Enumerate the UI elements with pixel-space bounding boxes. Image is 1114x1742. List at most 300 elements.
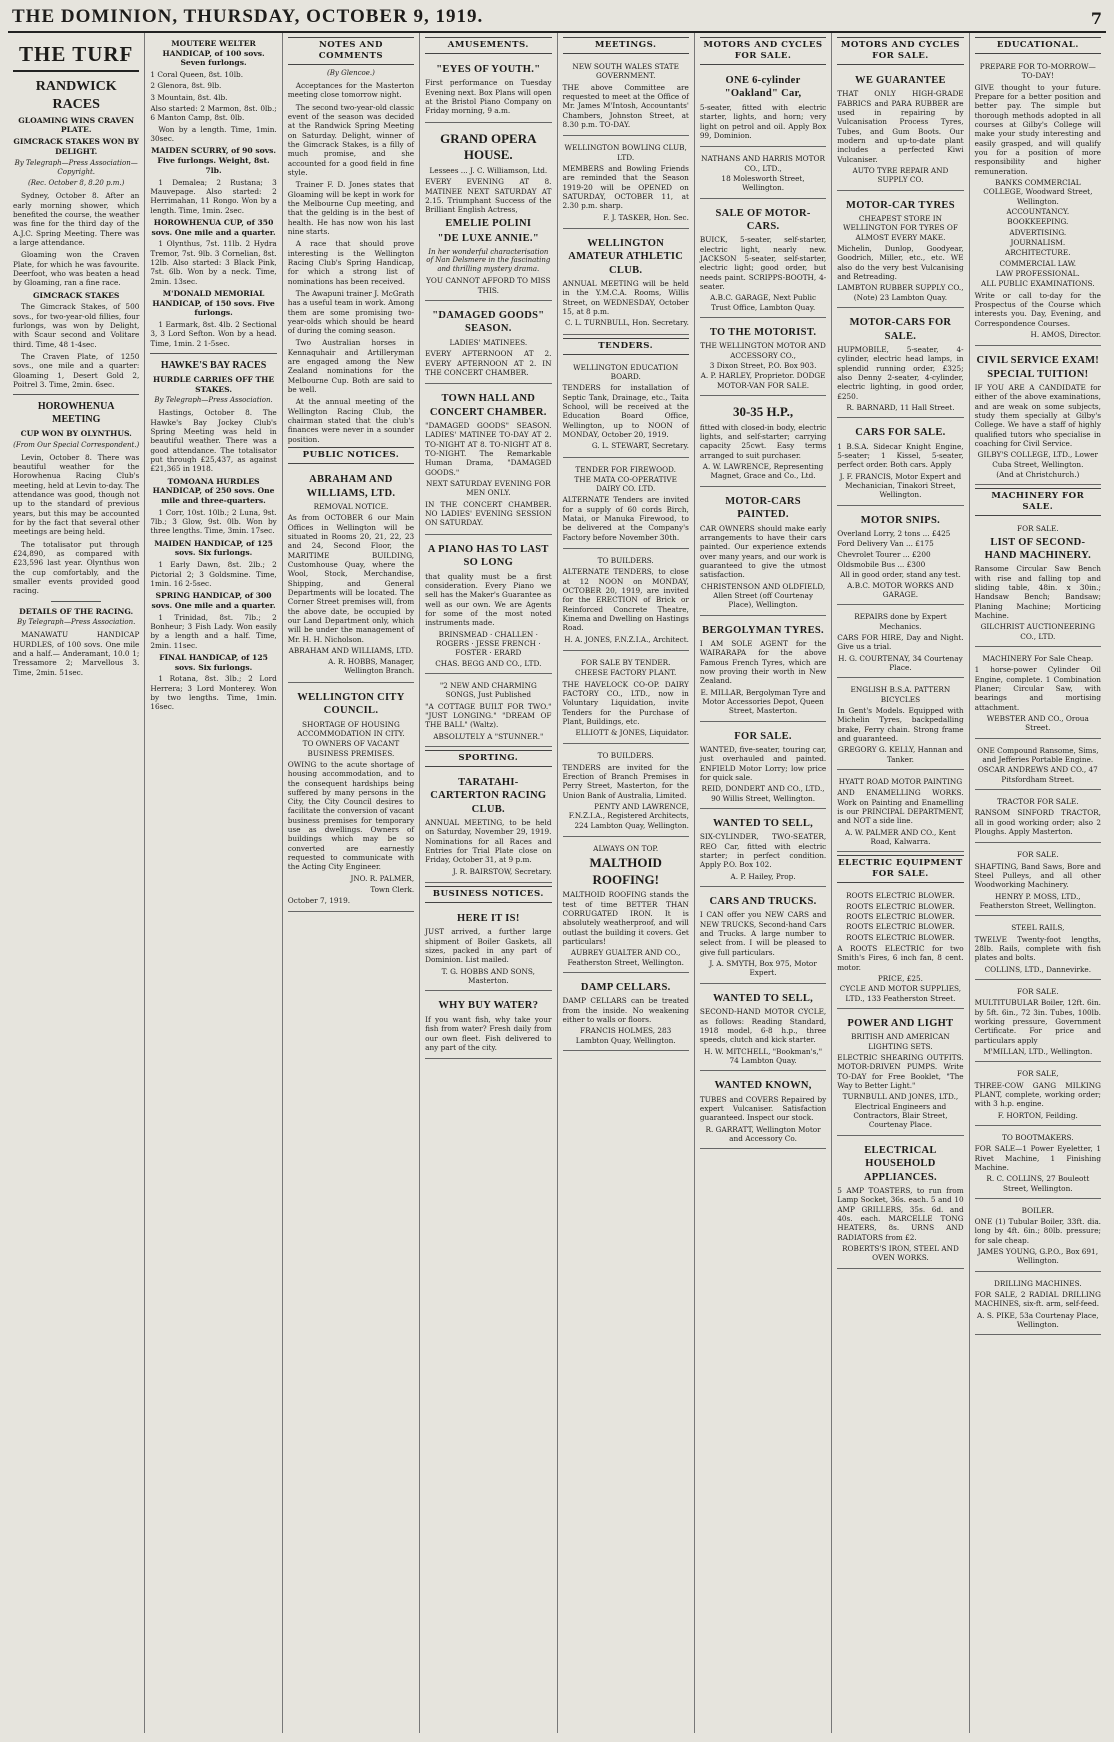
ad-title: FOR SALE.	[1017, 850, 1059, 860]
ad-body: JUST arrived, a further large shipment of Boiler Gaskets, all sizes, packed in any part of Dominion. List mailed.	[425, 927, 552, 965]
ad-signature: TURNBULL AND JONES, LTD., Electrical Engineers and Contractors, Blair Street, Courtenay Place.	[842, 1092, 959, 1130]
ad-signature: E. MILLAR, Bergolyman Tyre and Motor Accessories Depot, Queen Street, Masterton.	[700, 687, 826, 716]
course-list-item: ARCHITECTURE.	[1005, 248, 1071, 258]
ad-body: that quality must be a first consideration. Every Piano we sell has the Maker's Guarantee as well as our own. We are Agents for some of the most noted instruments made.	[425, 571, 552, 628]
ad-damp-cellars	[563, 976, 689, 1051]
subheading: GLOAMING WINS CRAVEN PLATE.	[18, 115, 135, 135]
subheading: GIMCRACK STAKES	[32, 290, 120, 300]
ad-brand-list: BRINSMEAD · CHALLEN · ROGERS · JESSE FRENCH · FOSTER · ERARD	[435, 629, 541, 658]
ad-title: WANTED TO SELL,	[713, 817, 814, 829]
ad-signature: WEBSTER AND CO., Oroua Street.	[986, 714, 1089, 733]
notice-city-council	[288, 686, 414, 912]
ad-title: A PIANO HAS TO LAST SO LONG	[427, 543, 549, 569]
ad-signature: A. P. Hailey, Prop.	[730, 871, 796, 881]
ad-signature: OSCAR ANDREWS AND CO., 47 Pitsfordham Street.	[977, 765, 1098, 784]
ad-line: BRITISH AND AMERICAN LIGHTING SETS.	[851, 1032, 950, 1051]
ad-cars-painted	[700, 490, 826, 616]
ad-eyes-of-youth	[425, 58, 551, 123]
ad-body: "DAMAGED GOODS" SEASON. LADIES' MATINEE TO-DAY AT 2. TO-NIGHT AT 8. TO-NIGHT AT 8. TO-NIGHT. The Remarkable Human Drama, "DAMAGED GOODS."	[425, 421, 552, 477]
ad-body: SIX-CYLINDER, TWO-SEATER, REO Car, fitted with electric starter; in perfect condition. Apply P.O. Box 102.	[699, 832, 827, 870]
section-heading-business: BUSINESS NOTICES.	[425, 886, 551, 903]
ad-cars-and-trucks	[700, 890, 826, 984]
divider	[13, 394, 139, 395]
ad-repeated-line: ROOTS ELECTRIC BLOWER.	[846, 901, 955, 911]
section-heading-motors: MOTORS AND CYCLES FOR SALE.	[837, 37, 963, 65]
ad-signature: J. F. FRANCIS, Motor Expert and Mechanician, Tinakori Street, Wellington.	[839, 471, 962, 500]
section-heading-machinery: MACHINERY FOR SALE.	[975, 488, 1101, 516]
ad-title: CARS FOR SALE.	[855, 427, 946, 439]
notice-title: WELLINGTON BOWLING CLUB, LTD.	[564, 143, 687, 162]
notice-body: MEMBERS and Bowling Friends are reminded that the Season 1919-20 will be OPENED on SATURDAY, OCTOBER 11, at 2.30 p.m. sharp.	[562, 163, 689, 211]
ad-body: Ransome Circular Saw Bench with rise and falling top and sliding table, 48in. x 30in.; Handsaw Bench; Bandsaw; Planing Machine; Morticing Machine.	[974, 564, 1101, 621]
ad-title: FOR SALE.	[1017, 986, 1059, 996]
ad-repeated-line: ROOTS ELECTRIC BLOWER.	[846, 932, 955, 942]
tender-subtitle: THE MATA CO-OPERATIVE DAIRY CO. LTD.	[574, 474, 677, 494]
ad-body: DAMP CELLARS can be treated from the inside. No weakening either to walls or floors.	[562, 996, 689, 1025]
tender-title: TO BUILDERS.	[597, 556, 654, 566]
ad-body: In Gent's Models. Equipped with Michelin Tyres, backpedalling brake, Ferry chain. Strong frame and guaranteed.	[837, 706, 964, 744]
ad-title: WHY BUY WATER?	[438, 1000, 539, 1012]
tender-signature: G. L. STEWART, Secretary.	[591, 441, 689, 451]
subheading: GIMCRACK STAKES WON BY DELIGHT.	[13, 137, 139, 156]
ad-title: WANTED KNOWN,	[714, 1080, 812, 1092]
race-result-line: 2 Glenora, 8st. 9lb.	[150, 81, 222, 91]
ad-kicker: ALWAYS ON TOP.	[593, 843, 659, 853]
course-list-item: ALL PUBLIC EXAMINATIONS.	[981, 279, 1095, 289]
ad-wanted-known	[700, 1074, 826, 1149]
notice-signature: C. L. TURNBULL, Hon. Secretary.	[565, 318, 689, 328]
ad-title: MOTOR SNIPS.	[860, 514, 941, 526]
ad-tractor	[975, 793, 1101, 843]
tender-title: FOR SALE BY TENDER.	[580, 657, 671, 667]
ad-title: LIST OF SECOND-HAND MACHINERY.	[984, 536, 1092, 561]
ad-body: SECOND-HAND MOTOR CYCLE, as follows: Reading Standard, 1918 model, 6-8 h.p., three speeds, clutch and kick starter.	[699, 1007, 827, 1045]
ad-title: WANTED TO SELL,	[713, 992, 814, 1004]
ad-line: CHEAPEST STORE IN WELLINGTON FOR TYRES OF ALMOST EVERY MAKE.	[842, 214, 958, 242]
ad-why-buy-water	[425, 994, 551, 1059]
ad-town-hall	[425, 387, 551, 534]
tender-cheese-factory	[563, 654, 689, 745]
ad-body: MALTHOID ROOFING stands the test of time BETTER THAN CORRUGATED IRON. It is absolutely weatherproof, and will outlast the building it covers. Get particulars!	[562, 890, 689, 946]
ad-signature: T. G. HOBBS AND SONS, Masterton.	[441, 966, 535, 986]
ad-title: TOWN HALL AND CONCERT CHAMBER.	[429, 393, 547, 418]
article-paragraph: The Gimcrack Stakes, of 500 sovs., for two-year-old fillies, four furlongs, was won by Delight, with Scaur second and Volitare third. Time, 48 1-4sec.	[13, 302, 140, 349]
ad-body: 1 horse-power Cylinder Oil Engine, complete. 1 Combination Planer; Circular Saw, with bearings and mortising attachment.	[974, 665, 1101, 712]
ad-signature: FRANCIS HOLMES, 283 Lambton Quay, Wellington.	[575, 1026, 676, 1045]
notice-bowling-club	[563, 139, 689, 229]
course-list-item: BOOKKEEPING.	[1007, 217, 1069, 227]
ad-oakland-car	[700, 69, 826, 147]
tender-title: WELLINGTON EDUCATION BOARD.	[573, 362, 679, 381]
ad-prepare-tomorrow	[975, 58, 1101, 346]
column-4	[420, 33, 557, 1733]
ad-shafting	[975, 846, 1101, 916]
ad-body: Michelin, Dunlop, Goodyear, Goodrich, Miller, etc., etc. WE also do the very best Vulcanising and Retreading.	[837, 244, 964, 282]
notice-signature: Town Clerk.	[370, 885, 415, 894]
column-5	[558, 33, 695, 1733]
article-paragraph: 1 Earmark, 8st. 4lb. 2 Sectional 3, 3 Lord Sefton. Won by a head. Time, 1min. 2 1-5sec.	[150, 320, 277, 348]
ad-motor-cars-for-sale	[837, 311, 963, 418]
ad-motor-snips	[837, 509, 963, 606]
ad-title: HYATT ROAD MOTOR PAINTING	[838, 777, 963, 787]
article-paragraph: 1 Rotana, 8st. 3lb.; 2 Lord Herrera; 3 Lord Monterey. Won by two lengths. Time, 1min. 16sec.	[150, 674, 277, 712]
tender-builders-1	[563, 552, 689, 651]
ad-repeated-line: ROOTS ELECTRIC BLOWER.	[846, 891, 955, 901]
article-paragraph: The Awapuni trainer J. McGrath has a useful team in work. Among them are some promising two-year-olds which should be heard of during the coming season.	[287, 288, 415, 336]
course-list-item: ADVERTISING.	[1009, 227, 1067, 237]
ad-signature: J. A. SMYTH, Box 975, Motor Expert.	[709, 959, 817, 978]
ad-body: TUBES and COVERS Repaired by expert Vulcaniser. Satisfaction guaranteed. Inspect our stock.	[699, 1094, 827, 1123]
notice-date: October 7, 1919.	[287, 896, 351, 906]
ad-household-appliances	[837, 1139, 963, 1269]
ad-signature: H. G. COURTENAY, 34 Courtenay Place.	[838, 653, 963, 673]
ad-title: HERE IT IS!	[456, 913, 520, 924]
ad-price: PRICE, £25.	[877, 973, 923, 983]
ad-signature: R. BARNARD, 11 Hall Street.	[846, 402, 955, 412]
ad-title: NATHANS AND HARRIS MOTOR CO., LTD.,	[701, 154, 826, 173]
ad-body: TWELVE Twenty-foot lengths, 28lb. Rails, complete with fish plates and bolts.	[974, 934, 1101, 963]
race-heading: MAIDEN HANDICAP, of 125 sovs. Six furlongs.	[154, 538, 273, 558]
ad-body: AND ENAMELLING WORKS. Work on Painting and Enamelling is our PRINCIPAL DEPARTMENT, and NOT a side line.	[837, 788, 964, 826]
ad-body: THREE-COW GANG MILKING PLANT, complete, working order; with 3 h.p. engine.	[974, 1080, 1101, 1109]
ad-signature: A.B.C. MOTOR WORKS AND GARAGE.	[847, 580, 954, 600]
notice-signature: ABRAHAM AND WILLIAMS, LTD.	[288, 645, 414, 655]
ad-title: "EYES OF YOUTH."	[436, 64, 541, 75]
ad-bsa-bicycles	[837, 681, 963, 770]
ad-line: YOU CANNOT AFFORD TO MISS THIS.	[426, 276, 551, 295]
ad-title: ENGLISH B.S.A. PATTERN BICYCLES	[850, 685, 951, 704]
ad-body: EVERY EVENING AT 8. MATINEE NEXT SATURDAY AT 2.15. Triumphant Success of the Brilliant English Actress,	[425, 177, 552, 215]
race-result-line: 3 Mountain, 8st. 4lb.	[150, 92, 228, 102]
ad-kicker: FOR SALE.	[1017, 524, 1059, 534]
ad-body: CAR OWNERS should make early arrangements to have their cars painted. Our experience extends over many years, and our work is guaranteed to give the utmost satisfaction.	[699, 523, 827, 580]
ad-portable-engine	[975, 742, 1101, 790]
subheading: CUP WON BY OLYNTHUS.	[20, 428, 132, 438]
ad-star-name: EMELIE POLINI	[445, 217, 532, 229]
ad-signature: CHRISTENSON AND OLDFIELD, Allen Street (off Courtenay Place), Wellington.	[701, 581, 826, 610]
ad-civil-service	[975, 349, 1101, 485]
ad-line: All in good order, stand any test.	[840, 570, 961, 580]
ad-body: First performance on Tuesday Evening next. Box Plans will open at the Bristol Piano Company on Friday morning, 9 a.m.	[425, 78, 552, 116]
press-credit: By Telegraph—Press Association.	[154, 396, 273, 405]
race-heading: MAIDEN SCURRY, of 90 sovs. Five furlongs. Weight, 8st. 7lb.	[151, 146, 277, 175]
ad-power-and-light	[837, 1012, 963, 1136]
ad-repeated-line: ROOTS ELECTRIC BLOWER.	[846, 922, 955, 932]
section-heading-amusements: AMUSEMENTS.	[425, 37, 551, 54]
ad-body: IF YOU ARE A CANDIDATE for either of the above examinations, and are weak on some subjects, study them specially at Gilby's College. We have a staff of highly qualified tutors who specialise in coaching for Civil Service.	[974, 382, 1101, 448]
ad-title: 30-35 H.P.,	[732, 404, 794, 420]
section-heading-meetings: MEETINGS.	[563, 37, 689, 54]
ad-roots-blower	[837, 887, 963, 1009]
subheading: DETAILS OF THE RACING.	[19, 606, 134, 616]
ad-signature: LAMBTON RUBBER SUPPLY CO., (Note) 23 Lambton Quay.	[837, 283, 964, 302]
ad-grand-opera-house	[425, 126, 551, 301]
ad-malthoid-roofing	[563, 840, 689, 973]
ad-bootmakers	[975, 1129, 1101, 1199]
ad-signature: GILBY'S COLLEGE, LTD., Lower Cuba Street, Wellington.	[977, 450, 1098, 469]
course-list-item: LAW PROFESSIONAL.	[995, 268, 1080, 278]
tender-body: ALTERNATE TENDERS, to close at 12 NOON on MONDAY, OCTOBER 20, 1919, are invited for the ERECTION of Brick or Reinforced Concrete Theatre, Kinema and Dwelling on Hastings Road.	[562, 567, 689, 633]
ad-body: MULTITUBULAR Boiler, 12ft. 6in. by 5ft. 6in., 72 3in. Tubes, 100lb. working pressure, Government Certificate. For price and particulars apply	[974, 998, 1101, 1045]
price-list-item: Chevrolet Tourer ... £200	[837, 549, 931, 559]
divider	[51, 601, 102, 602]
ad-line: Lessees ... J. C. Williamson, Ltd.	[429, 166, 548, 175]
tender-signature: ELLIOTT & JONES, Liquidator.	[575, 728, 689, 738]
ad-body: CARS FOR HIRE, Day and Night. Give us a trial.	[837, 633, 964, 652]
ad-footnote: In her wonderful characterisation of Nan Delsmere in the fascinating and thrilling mystery drama.	[426, 247, 551, 274]
ad-body: GIVE thought to your future. Prepare for a better position and better pay. The simple but thorough methods adopted in all courses at Gilby's College will make your study interesting and easily grasped, and will qualify you for a position of more responsibility and higher remuneration.	[974, 82, 1101, 176]
ad-title: CARS AND TRUCKS.	[709, 896, 817, 908]
ad-damaged-goods	[425, 304, 551, 384]
ad-title: MALTHOID ROOFING!	[589, 855, 662, 887]
ad-signature: R. C. COLLINS, 27 Bouleott Street, Wellington.	[986, 1174, 1090, 1193]
ad-title: MOTOR-CAR TYRES	[846, 199, 955, 211]
course-list-item: COMMERCIAL LAW.	[999, 258, 1077, 268]
ad-body: If you want fish, why take your fish from water? Fresh daily from our own fleet. Fish delivered to any part of the city.	[425, 1014, 552, 1052]
ad-we-guarantee	[837, 69, 963, 191]
ad-body: 5-seater, fitted with electric starter, lights, and horn; very light on petrol and oil. Apply Box 99, Dominion.	[699, 102, 827, 140]
page-number: 7	[1090, 9, 1102, 28]
ad-title: MACHINERY For Sale Cheap.	[982, 654, 1094, 664]
ad-sale-motor-cars	[700, 202, 826, 319]
ad-signature: AUTO TYRE REPAIR AND SUPPLY CO.	[852, 166, 949, 185]
tender-subtitle: CHEESE FACTORY PLANT.	[575, 668, 677, 678]
article-paragraph: 1 Early Dawn, 8st. 2lb.; 2 Pictorial 2; 3 Goldsmine. Time, 1min. 16 2-5sec.	[150, 560, 277, 588]
tender-body: ALTERNATE Tenders are invited for a supply of 60 cords Birch, Matai, or Manuka Firewood, to be delivered at the Company's Factory before November 30th.	[562, 495, 689, 542]
article-paragraph: The totalisator put through £24,890, as compared with £23,596 last year. Olynthus won the cup comfortably, and the smaller events provided good racing.	[13, 539, 140, 596]
notice-signature: A. R. HOBBS, Manager, Wellington Branch.	[328, 657, 415, 676]
ad-body: EVERY AFTERNOON AT 2. EVERY AFTERNOON AT 2. IN THE CONCERT CHAMBER.	[425, 349, 552, 377]
course-list-item: JOURNALISM.	[1010, 237, 1066, 247]
ad-tubular-boiler	[975, 1202, 1101, 1272]
ad-title: TO BOOTMAKERS.	[1002, 1132, 1074, 1142]
tender-body: TENDERS are invited for the Erection of Branch Premises in Perry Street, Masterton, for the Union Bank of Australia, Limited.	[562, 762, 689, 800]
column-2	[145, 33, 282, 1733]
article-paragraph: Two Australian horses in Kennaquhair and Artilleryman are engaged among the New Zealand nominations for the Melbourne Cup. Both are said to be well.	[287, 338, 415, 395]
masthead-title: THE DOMINION, THURSDAY, OCTOBER 9, 1919.	[12, 6, 484, 27]
ad-signature: CHAS. BEGG AND CO., LTD.	[435, 658, 542, 668]
column-3	[283, 33, 420, 1733]
ad-motor-cycle	[700, 987, 826, 1071]
notice-title: WELLINGTON AMATEUR ATHLETIC CLUB.	[568, 237, 684, 276]
ad-songs	[425, 677, 551, 747]
course-list-item: ACCOUNTANCY.	[1006, 206, 1070, 216]
ad-for-sale-touring-car	[700, 725, 826, 809]
ad-title: PREPARE FOR TO-MORROW— TO-DAY!	[979, 62, 1096, 81]
ad-title: TARATAHI-CARTERTON RACING CLUB.	[430, 776, 547, 815]
ad-steel-rails	[975, 919, 1101, 980]
ad-title: TO THE MOTORIST.	[709, 327, 817, 338]
article-paragraph: Trainer F. D. Jones states that Gloaming will be kept in work for the Melbourne Cup meeting, and that the gelding is in the best of health. He has now won his last nine starts.	[287, 180, 415, 236]
tender-title: TENDER FOR FIREWOOD.	[575, 464, 676, 474]
section-heading-sporting: SPORTING.	[425, 750, 551, 767]
ad-taratahi-racing	[425, 771, 551, 883]
race-heading: FINAL HANDICAP, of 125 sovs. Six furlongs.	[159, 652, 268, 672]
notice-signature: F. J. TASKER, Hon. Sec.	[603, 212, 689, 222]
race-heading: TOMOANA HURDLES HANDICAP, of 250 sovs. One mile and three-quarters.	[152, 476, 275, 506]
notice-signature: JNO. R. PALMER,	[350, 873, 415, 883]
press-credit: By Telegraph—Press Association.	[17, 618, 136, 627]
ad-title: BERGOLYMAN TYRES.	[702, 624, 824, 636]
ad-title: "2 NEW AND CHARMING SONGS, Just Published	[439, 680, 537, 700]
ad-title: POWER AND LIGHT	[847, 1017, 954, 1029]
ad-machinery-cheap	[975, 650, 1101, 739]
ad-signature: H. AMOS, Director.	[1030, 329, 1101, 339]
article-paragraph: Sydney, October 8. After an early morning shower, which benefited the course, the weather was fine for the third day of the A.J.C. Spring Meeting. There was a large attendance.	[13, 191, 140, 248]
article-paragraph: 1 Olynthus, 7st. 11lb. 2 Hydra Tremor, 7st. 9lb. 3 Cornelian, 8st. 12lb. Also started: 3 Black Pink, 7st. 6lb. Won by a neck. Time, 2min. 13sec.	[150, 239, 277, 286]
ad-title: GRAND OPERA HOUSE.	[440, 130, 537, 163]
ad-body: fitted with closed-in body, electric lights, and self-starter; carrying capacity 25cwt. Easy terms arranged to suit purchaser.	[699, 422, 827, 460]
ad-line: NEXT SATURDAY EVENING FOR MEN ONLY.	[425, 479, 551, 498]
ad-title: "DAMAGED GOODS" SEASON.	[432, 310, 545, 335]
subheading: HURDLE CARRIES OFF THE STAKES.	[152, 374, 275, 394]
ad-body: THAT ONLY HIGH-GRADE FABRICS and PARA RUBBER are used in repairing by Vulcanisation Process Tyres, Tubes, and Gum Boots. Our modern and up-to-date plant includes a perfected Kiwi Vulcaniser.	[837, 89, 964, 164]
divider	[150, 353, 276, 354]
article-paragraph: The Craven Plate, of 1250 sovs., one mile and a quarter: Gloaming 1, Desert Gold 2, Poitrel 3. Time, 2min. 6sec.	[13, 352, 140, 390]
ad-signature: HENRY P. MOSS, LTD., Featherston Street, Wellington.	[979, 891, 1097, 910]
notice-athletic-club	[563, 232, 689, 335]
ad-signature: ROBERTS'S IRON, STEEL AND OVEN WORKS.	[842, 1243, 959, 1263]
notice-abraham-williams	[288, 468, 414, 683]
ad-boiler-sale	[975, 983, 1101, 1062]
ad-body: 1 B.S.A. Sidecar Knight Engine, 5-seater; 1 Kissel, 5-seater, perfect order. Both cars. Apply	[837, 441, 964, 470]
ad-line: THE WELLINGTON MOTOR AND ACCESSORY CO.,	[700, 341, 826, 360]
ad-body: IN THE CONCERT CHAMBER. NO LADIES' EVENING SESSION ON SATURDAY.	[425, 499, 552, 528]
ad-body: FOR SALE, 2 RADIAL DRILLING MACHINES, six-ft. arm, self-feed.	[974, 1290, 1101, 1309]
column-6	[695, 33, 832, 1733]
ad-piano	[425, 538, 551, 674]
ad-title: MOTOR-CARS PAINTED.	[725, 495, 801, 521]
notice-title: ABRAHAM AND WILLIAMS, LTD.	[306, 474, 396, 499]
ad-repairs	[837, 608, 963, 678]
ad-title: ONE Compound Ransome, Sims, and Jefferies Portable Engine.	[977, 745, 1099, 765]
article-paragraph: Gloaming won the Craven Plate, for which he was favourite. Deerfoot, who was beaten a head by Gloaming, ran a fine race.	[13, 250, 140, 288]
byline: (By Glencoe.)	[327, 69, 375, 77]
press-credit: (From Our Special Correspondent.)	[13, 440, 140, 449]
ad-body: 5 AMP TOASTERS, to run from Lamp Socket, 36s. each. 5 and 10 AMP GRILLERS, 35s. 6d. and 40s. each. MARCELLE TONG HEATERS, 8s. URNS AND RADIATORS from £2.	[837, 1185, 964, 1242]
ad-title: FOR SALE,	[1017, 1069, 1059, 1079]
ad-body: ELECTRIC SHEARING OUTFITS. MOTOR-DRIVEN PUMPS. Write TO-DAY for Free Booklet, "The Way to Better Light."	[837, 1053, 964, 1090]
ad-to-the-motorist	[700, 321, 826, 396]
ad-play-title: "DE LUXE ANNIE."	[437, 233, 539, 245]
section-banner-turf: THE TURF	[13, 41, 139, 72]
ad-signature: ABSOLUTELY A "STUNNER."	[433, 731, 544, 741]
race-result-line: Also started: 2 Marmon, 8st. 0lb.; 6 Manton Camp, 8st. 0lb.	[150, 104, 277, 123]
ad-body: A ROOTS ELECTRIC for two Smith's Fires, 6 inch fan, 8 cent. motor.	[837, 943, 964, 972]
race-result-line: 1 Coral Queen, 8st. 10lb.	[150, 70, 244, 80]
ad-line: LADIES' MATINEES.	[449, 337, 528, 347]
ad-title: DAMP CELLARS.	[580, 981, 671, 993]
section-heading-electric: ELECTRIC EQUIPMENT FOR SALE.	[837, 855, 963, 883]
ad-motor-car-tyres	[837, 194, 963, 308]
ad-line: A. P. HARLEY, Proprietor. DODGE MOTOR-VAN FOR SALE.	[700, 371, 826, 390]
column-7	[832, 33, 969, 1733]
ad-body: SHAFTING, Band Saws, Bore and Steel Pulleys, and all other Woodworking Machinery.	[974, 861, 1101, 890]
ad-signature: A. S. PIKE, 53a Courtenay Place, Wellington.	[976, 1310, 1099, 1330]
article-paragraph: At the annual meeting of the Wellington Racing Club, the chairman stated that the club's finances were never in a sounder position.	[287, 397, 415, 444]
column-1	[8, 33, 145, 1733]
ad-line: 18 Molesworth Street, Wellington.	[721, 173, 805, 193]
ad-repeated-line: ROOTS ELECTRIC BLOWER.	[846, 911, 955, 921]
price-list-item: Overland Lorry, 2 tons ... £425	[837, 529, 951, 539]
ad-signature: GREGORY G. KELLY, Hannan and Tanker.	[838, 745, 963, 764]
article-paragraph: The second two-year-old classic event of the season was decided at the Randwick Spring Meeting on Saturday. Delight, winner of the Gimcrack Stakes, is a filly of much promise, and she accounted for a good field in fine style.	[287, 102, 415, 177]
ad-title: FOR SALE.	[734, 730, 792, 742]
columns	[8, 33, 1106, 1733]
race-heading: MOUTERE WELTER HANDICAP, of 100 sovs. Seven furlongs.	[162, 39, 265, 68]
ad-title: SALE OF MOTOR-CARS.	[715, 207, 811, 232]
ad-signature: COLLINS, LTD., Dannevirke.	[984, 964, 1092, 974]
article-paragraph: Hastings, October 8. The Hawke's Bay Jockey Club's Spring Meeting was held in beautiful weather. There was a good attendance. The totalisator put through £25,437, as against £21,365 in 1918.	[150, 408, 277, 474]
ad-signature: GILCHRIST AUCTIONEERING CO., LTD.	[980, 622, 1096, 641]
masthead	[8, 6, 1106, 33]
ad-body: ANNUAL MEETING, to be held on Saturday, November 29, 1919. Nominations for all Races and Entries for Trial Plate close on Friday, October 31, at 9 p.m.	[425, 818, 552, 865]
ad-signature: A. W. LAWRENCE, Representing Magnet, Grace and Co., Ltd.	[702, 462, 824, 481]
ad-milking-plant	[975, 1065, 1101, 1126]
press-credit: By Telegraph—Press Association—Copyright.	[14, 158, 138, 176]
tender-signature: PENTY AND LAWRENCE, F.N.Z.I.A., Registered Architects, 224 Lambton Quay, Wellington.	[568, 802, 689, 830]
ad-signature: CYCLE AND MOTOR SUPPLIES, LTD., 133 Featherston Street.	[839, 984, 962, 1003]
race-heading: SPRING HANDICAP, of 300 sovs. One mile and a quarter.	[151, 591, 276, 610]
race-heading: M'DONALD MEMORIAL HANDICAP, of 150 sovs. Five furlongs.	[152, 289, 275, 318]
tender-title: TO BUILDERS.	[597, 751, 654, 761]
notice-body: ANNUAL MEETING will be held in the Y.M.C.A. Rooms, Willis Street, on WEDNESDAY, October 15, at 8 p.m.	[562, 279, 689, 317]
ad-title: TRACTOR FOR SALE.	[997, 797, 1079, 806]
ad-body: FOR SALE—1 Power Eyeletter, 1 Rivet Machine, 1 Finishing Machine.	[974, 1144, 1101, 1172]
ad-signature: REID, DONDERT AND CO., LTD., 90 Willis Street, Wellington.	[701, 784, 825, 803]
ad-line: 3 Dixon Street, P.O. Box 903.	[709, 361, 817, 371]
tender-body: TENDERS for installation of Septic Tank, Drainage, etc., Taita School, will be received at the Education Board Office, Wellington, up to NOON of MONDAY, October 20, 1919.	[562, 383, 689, 439]
ad-signature: R. GARRATT, Wellington Motor and Accessory Co.	[705, 1124, 821, 1143]
article-title-randwick: RANDWICK RACES	[35, 78, 117, 112]
ad-title: ELECTRICAL HOUSEHOLD APPLIANCES.	[863, 1144, 937, 1183]
ad-dodge-van	[700, 399, 826, 487]
article-paragraph: Levin, October 8. There was beautiful weather for the Horowhenua Racing Club's meeting, held at Levin to-day. The attendance was good, though not up to the standard of previous years, but this may be accounted for by the fact that several other meetings are being held.	[13, 452, 140, 537]
ad-body: I AM SOLE AGENT for the WAIRARAPA for the above Famous French Tyres, which are now proving their worth in New Zealand.	[699, 638, 827, 686]
tender-builders-2	[563, 747, 689, 836]
column-8	[970, 33, 1106, 1733]
ad-title: REPAIRS done by Expert Mechanics.	[854, 612, 947, 631]
ad-bergolyman-tyres	[700, 619, 826, 722]
dateline: (Rec. October 8, 8.20 p.m.)	[27, 179, 125, 188]
tender-education-board	[563, 359, 689, 458]
article-paragraph: 1 Trinidad, 8st. 7lb.; 2 Bonheur; 3 Fish Lady. Won easily by a length and a half. Time, 2min. 11sec.	[150, 612, 277, 650]
ad-hyatt-road-painting	[837, 773, 963, 852]
section-heading-notes: NOTES AND COMMENTS	[288, 37, 414, 65]
ad-signature: J. R. BAIRSTOW, Secretary.	[452, 866, 552, 876]
ad-body: WANTED, five-seater, touring car, just overhauled and painted. ENFIELD Motor Lorry; low price for quick sale.	[699, 745, 827, 782]
ad-body: RANSOM SINFORD TRACTOR, all in good working order; also 2 Ploughs. Apply Masterton.	[974, 808, 1101, 836]
article-title-hawkes-bay: HAWKE'S BAY RACES	[160, 360, 267, 372]
notice-title: WELLINGTON CITY COUNCIL.	[297, 691, 405, 717]
ad-boiler-gaskets	[425, 907, 551, 991]
section-heading-educational: EDUCATIONAL.	[975, 37, 1101, 54]
ad-signature: AUBREY GUALTER AND CO., Featherston Street, Wellington.	[567, 948, 684, 967]
notice-body: As from OCTOBER 6 our Main Offices in Wellington will be situated in Rooms 20, 21, 22, 23 and 24, Second Floor, the MARITIME BUILDING, Customhouse Quay, where the Wool, Stock, Merchandise, Shipping, and General Departments will be located. The Corner Street premises will, from the above date, be occupied by our Land Department only, which will be under the management of Mr. H. H. Nicholson.	[287, 513, 415, 644]
price-list-item: Ford Delivery Van ... £175	[837, 539, 934, 549]
ad-title: WE GUARANTEE	[855, 75, 946, 86]
article-paragraph: Acceptances for the Masterton meeting close tomorrow night.	[287, 80, 415, 100]
ad-signature: JAMES YOUNG, G.P.O., Box 691, Wellington.	[977, 1247, 1099, 1266]
ad-body: HUPMOBILE, 5-seater, 4-cylinder, electric head lamps, in splendid running order, £325; also Denny 2-seater, 4-cylinder, electric lighting, in good order, £250.	[837, 344, 964, 401]
tender-firewood	[563, 461, 689, 550]
ad-signature: A. W. PALMER AND CO., Kent Road, Kalwarra.	[845, 827, 956, 846]
notice-body: THE above Committee are requested to meet at the Office of Mr. James M'Intosh, Accountants' Chambers, Johnston Street, at 8.30 p.m. TO-DAY.	[562, 82, 689, 129]
ad-title: ONE 6-cylinder "Oakland" Car,	[724, 75, 802, 100]
ad-signature: F. HORTON, Feilding.	[997, 1110, 1078, 1120]
ad-title: CIVIL SERVICE EXAM! SPECIAL TUITION!	[976, 355, 1100, 380]
article-title-horowhenua: HOROWHENUA MEETING	[37, 401, 115, 426]
